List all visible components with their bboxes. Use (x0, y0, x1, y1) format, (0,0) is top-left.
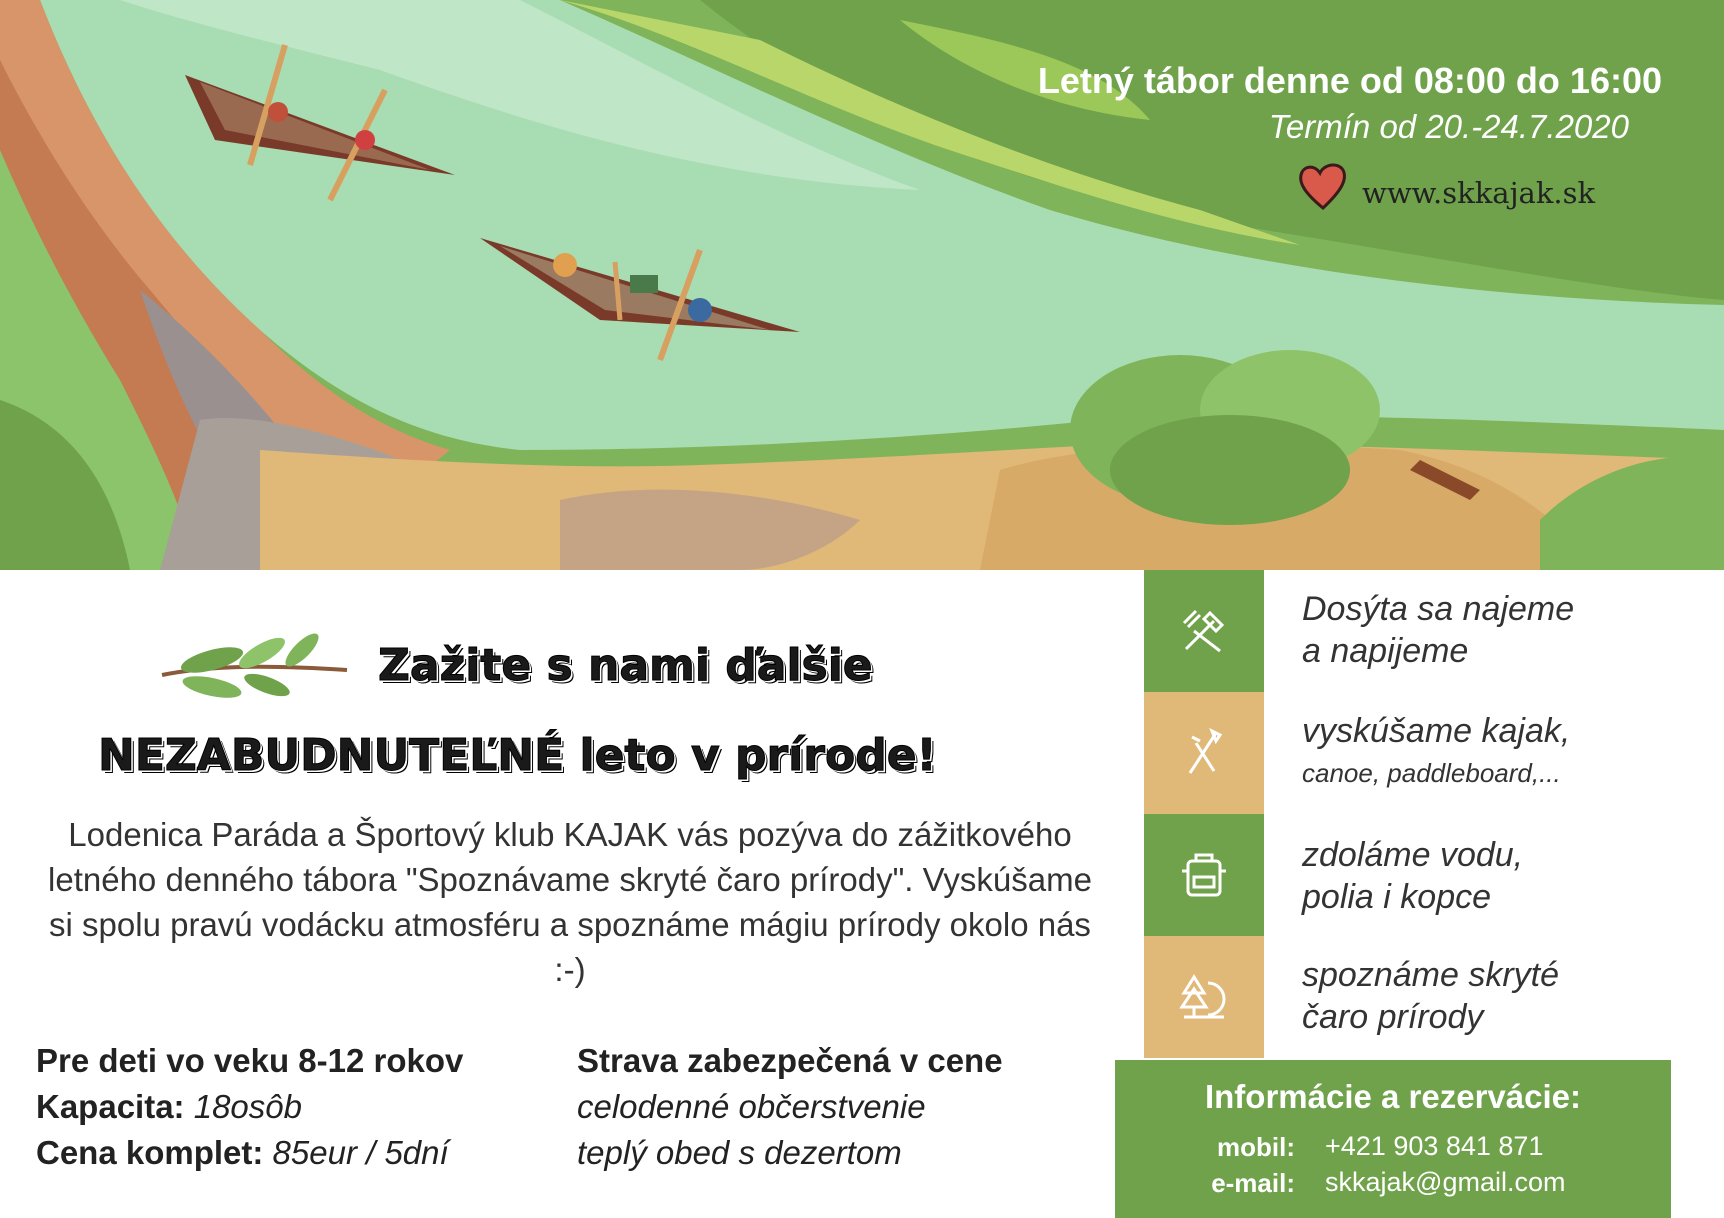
headline-line-2: NEZABUDNUTEĽNÉ leto v prírode! (98, 730, 937, 781)
headline-line-1: Zažite s nami ďalšie (378, 640, 873, 691)
feature-hike-tile (1144, 814, 1264, 936)
heart-icon (1296, 160, 1350, 214)
camp-hours-title: Letný tábor denne od 08:00 do 16:00 (1037, 60, 1662, 101)
feature-hike-line-1: zdoláme vodu, (1302, 836, 1524, 874)
intro-paragraph: Lodenica Paráda a Športový klub KAJAK vás pozýva do zážitkového letného denného tábora "Spoznávame skryté čaro prírody". Vyskúšame si spolu pravú vodácku atmosféru a spoznáme mágiu prírody okolo nás :-) (48, 816, 1092, 988)
capacity-label: Kapacita: (36, 1088, 185, 1125)
feature-paddle-line-1: vyskúšame kajak, (1302, 712, 1571, 750)
utensils-icon (1174, 601, 1234, 661)
camp-term: Termín od 20.-24.7.2020 (1268, 108, 1629, 145)
leaf-branch-icon (152, 625, 352, 705)
food-line-2: teplý obed s dezertom (577, 1134, 902, 1171)
website-link[interactable]: www.skkajak.sk (1362, 176, 1596, 210)
feature-hike-line-2: polia i kopce (1302, 878, 1492, 916)
backpack-icon (1174, 845, 1234, 905)
feature-nature-tile (1144, 936, 1264, 1058)
email-address[interactable]: skkajak@gmail.com (1325, 1167, 1566, 1197)
camp-details (36, 1038, 463, 1176)
feature-paddle-tile (1144, 692, 1264, 814)
contact-box (1115, 1060, 1671, 1218)
food-line-1: celodenné občerstvenie (577, 1088, 926, 1125)
feature-paddle-text (1302, 710, 1570, 794)
contact-title: Informácie a rezervácie: (1204, 1078, 1582, 1115)
food-details (577, 1038, 1003, 1176)
feature-nature-line-2: čaro prírody (1302, 998, 1484, 1036)
age-range: Pre deti vo veku 8-12 rokov (36, 1042, 464, 1079)
feature-food-text (1302, 588, 1574, 672)
feature-paddle-line-2: canoe, paddleboard,... (1302, 758, 1561, 788)
feature-food-line-2: a napijeme (1302, 632, 1469, 670)
food-title: Strava zabezpečená v cene (577, 1042, 1003, 1079)
feature-food-line-1: Dosýta sa najeme (1302, 590, 1575, 628)
feature-nature-text (1302, 954, 1559, 1038)
mobile-label: mobil: (1217, 1132, 1295, 1162)
capacity-value: 18osôb (184, 1088, 302, 1125)
feature-hike-text (1302, 834, 1523, 918)
price-row (36, 1130, 463, 1176)
feature-nature-line-1: spoznáme skryté (1302, 956, 1559, 994)
feature-food-tile (1144, 570, 1264, 692)
email-label: e-mail: (1211, 1168, 1295, 1198)
capacity-row (36, 1084, 463, 1130)
price-label: Cena komplet: (36, 1134, 264, 1171)
tree-icon (1174, 967, 1234, 1027)
mobile-number[interactable]: +421 903 841 871 (1325, 1131, 1544, 1161)
paddles-icon (1174, 723, 1234, 783)
price-value: 85eur / 5dní (263, 1134, 449, 1171)
